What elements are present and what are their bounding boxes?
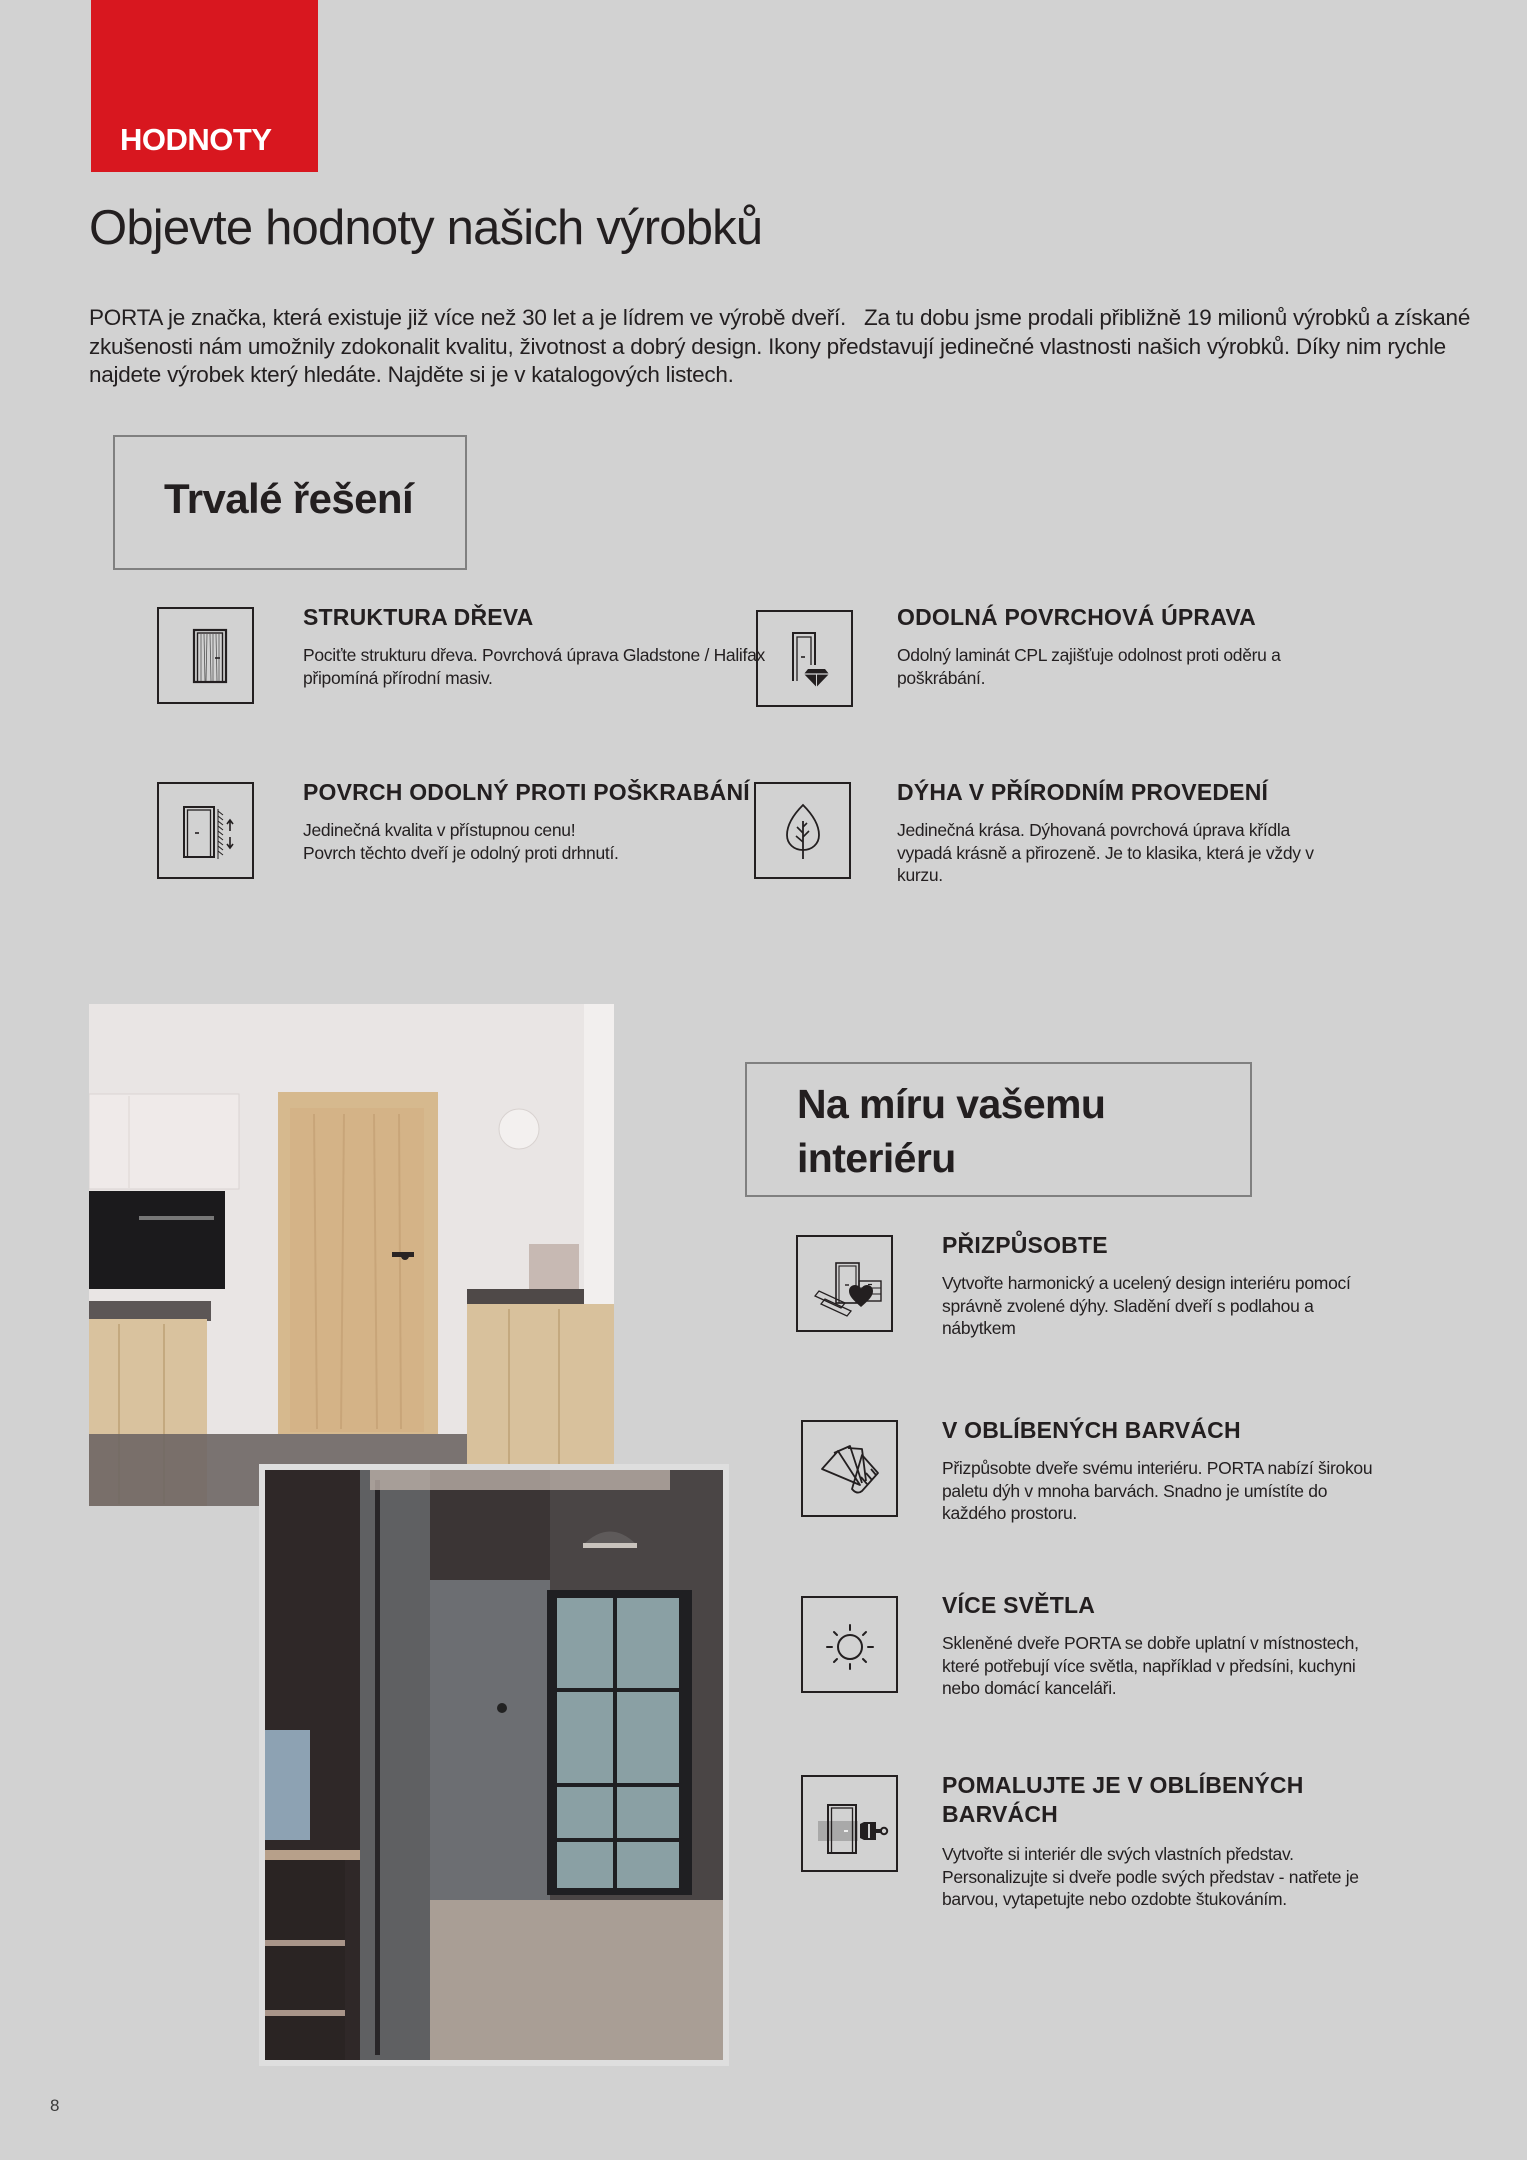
color-swatch-fan-icon <box>801 1420 898 1517</box>
feature-description: Přizpůsobte dveře svému interiéru. PORTA nabízí širokou paletu dýh v mnoha barvách. Snadno je umístíte do každého prostoru. <box>942 1458 1373 1523</box>
feature-description: Vytvořte harmonický a ucelený design interiéru pomocí správně zvolené dýhy. Sladění dveří s podlahou a nábytkem <box>942 1273 1351 1338</box>
feature-description: Jedinečná kvalita v přístupnou cenu! Povrch těchto dveří je odolný proti drhnutí. <box>303 820 619 863</box>
feature-title: ODOLNÁ POVRCHOVÁ ÚPRAVA <box>897 604 1256 630</box>
feature-description: Vytvořte si interiér dle svých vlastních představ. Personalizujte si dveře podle svých představ - natřete je barvou, vytapetujte nebo ozdobte štukováním. <box>942 1844 1359 1909</box>
hallway-photo <box>265 1470 723 2060</box>
feature-title: VÍCE SVĚTLA <box>942 1592 1096 1618</box>
section-heading-box <box>745 1062 1252 1197</box>
section-heading: Trvalé řešení <box>164 475 414 522</box>
feature-description: Pociťte strukturu dřeva. Povrchová úprava Gladstone / Halifax připomíná přírodní masiv. <box>303 645 765 688</box>
page-number: 8 <box>50 2096 60 2115</box>
page-title: Objevte hodnoty našich výrobků <box>89 201 763 255</box>
paint-brush-door-icon <box>801 1775 898 1872</box>
feature-paint <box>942 1771 1392 1911</box>
section-tag <box>91 0 318 172</box>
feature-title: STRUKTURA DŘEVA <box>303 604 534 630</box>
feature-natural-veneer <box>897 778 1377 887</box>
feature-resistant-finish <box>897 603 1377 689</box>
scratch-resistant-door-icon <box>157 782 254 879</box>
feature-title: PŘIZPŮSOBTE <box>942 1232 1108 1258</box>
section-heading-box <box>113 435 467 570</box>
feature-description: Odolný laminát CPL zajišťuje odolnost proti oděru a poškrábání. <box>897 645 1281 688</box>
diamond-door-icon <box>756 610 853 707</box>
feature-title: POMALUJTE JE V OBLÍBENÝCH BARVÁCH <box>942 1772 1304 1827</box>
feature-more-light <box>942 1591 1422 1700</box>
kitchen-photo <box>89 1004 614 1506</box>
feature-title: DÝHA V PŘÍRODNÍM PROVEDENÍ <box>897 779 1269 805</box>
section-tag-label: HODNOTY <box>120 122 272 157</box>
feature-scratch-resistant <box>303 778 783 864</box>
wood-grain-door-icon <box>157 607 254 704</box>
leaf-icon <box>754 782 851 879</box>
feature-description: Skleněné dveře PORTA se dobře uplatní v místnostech, které potřebují více světla, například v předsíni, kuchyni nebo domácí kanceláři. <box>942 1633 1359 1698</box>
feature-favorite-colors <box>942 1416 1422 1525</box>
feature-wood-structure <box>303 603 783 689</box>
feature-title: V OBLÍBENÝCH BARVÁCH <box>942 1417 1241 1443</box>
intro-paragraph: PORTA je značka, která existuje již více než 30 let a je lídrem ve výrobě dveří. Za tu dobu jsme prodali přibližně 19 milionů výrobků a získané zkušenosti nám umožnily zdokonalit kvalitu, životnost a dobrý design. Ikony představují jedinečné vlastnosti našich výrobků. Díky nim rychle najdete výrobek který hledáte. Najděte si je v katalogových listech. <box>89 305 1477 387</box>
feature-description: Jedinečná krása. Dýhovaná povrchová úprava křídla vypadá krásně a přirozeně. Je to klasika, která je vždy v kurzu. <box>897 820 1314 885</box>
sun-icon <box>801 1596 898 1693</box>
section-heading: Na míru vašemu interiéru <box>797 1081 1106 1181</box>
feature-title: POVRCH ODOLNÝ PROTI POŠKRABÁNÍ <box>303 779 750 805</box>
feature-customize <box>942 1231 1422 1340</box>
door-furniture-heart-icon <box>796 1235 893 1332</box>
